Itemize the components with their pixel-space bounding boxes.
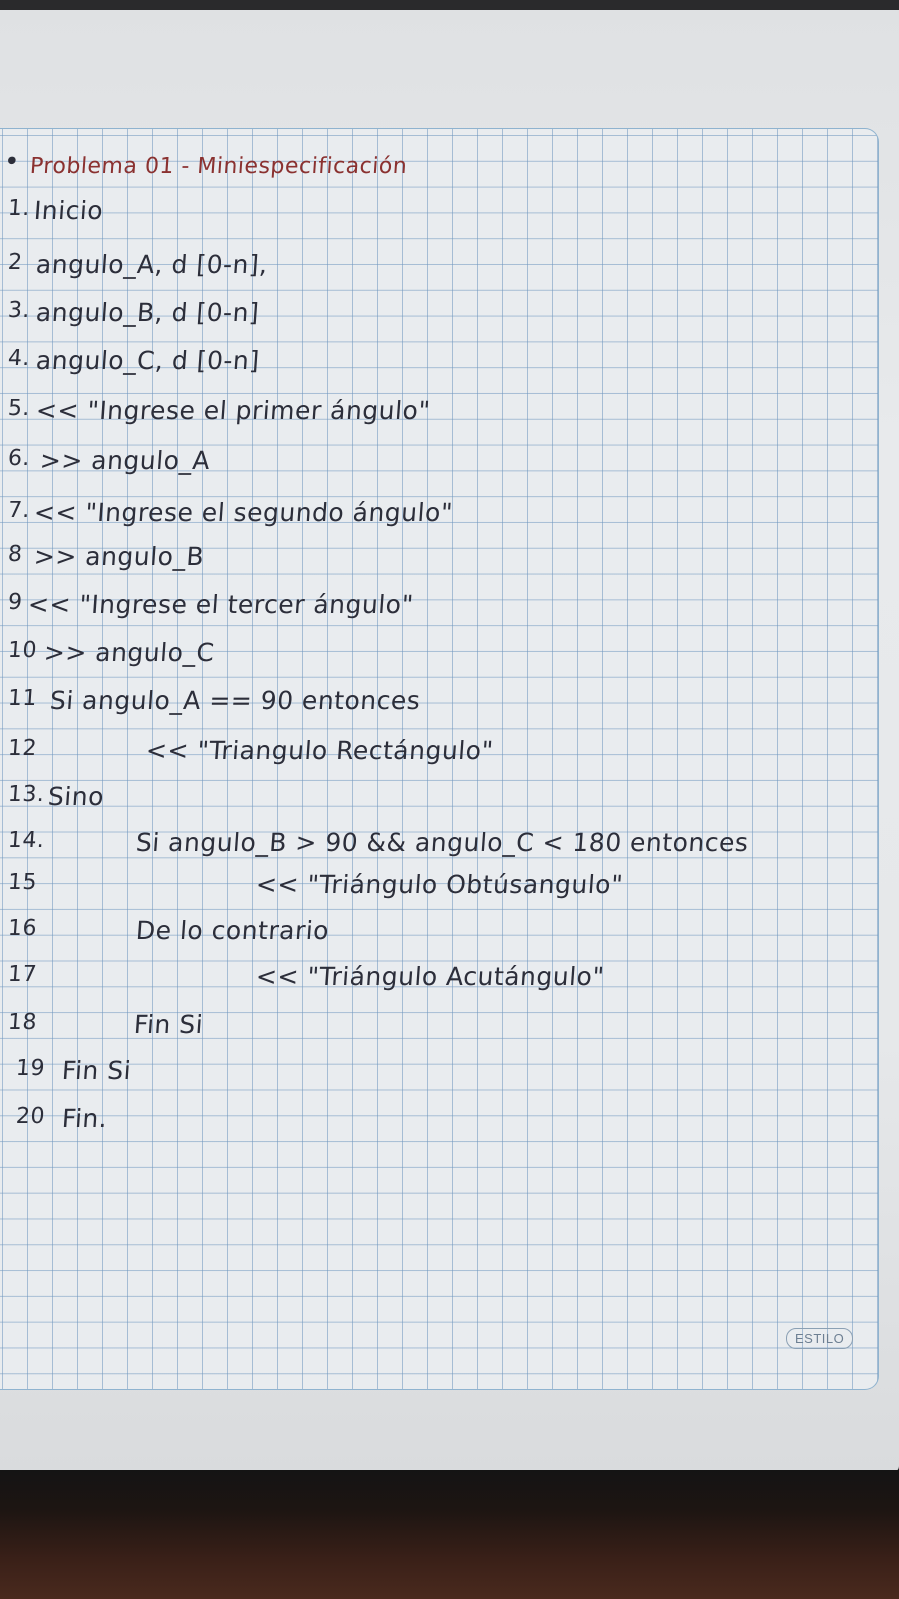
code-line: >> angulo_C (42, 638, 216, 667)
line-number: 8 (7, 542, 24, 567)
code-line: << "Triangulo Rectángulo" (144, 736, 495, 765)
code-line: angulo_A, d [0-n], (34, 250, 269, 279)
code-line: << "Triángulo Acutángulo" (254, 962, 606, 991)
page-title: Problema 01 - Miniespecificación (29, 154, 409, 179)
line-number: 4. (7, 346, 31, 371)
line-number: 2 (7, 250, 24, 275)
code-line: >> angulo_B (32, 542, 206, 571)
code-line: Si angulo_A == 90 entonces (48, 686, 422, 715)
code-line: Fin. (60, 1104, 109, 1133)
table-surface (0, 1470, 899, 1599)
line-number: 1. (7, 196, 31, 221)
code-line: De lo contrario (134, 916, 331, 945)
code-line: << "Ingrese el primer ángulo" (34, 396, 432, 425)
code-line: Fin Si (60, 1056, 133, 1085)
line-number: 10 (7, 638, 38, 663)
notebook-page (0, 10, 899, 1472)
code-line: angulo_B, d [0-n] (34, 298, 261, 327)
code-line: Si angulo_B > 90 && angulo_C < 180 entonces (134, 828, 750, 857)
line-number: 16 (7, 916, 38, 941)
line-number: 9 (7, 590, 24, 615)
code-line: Fin Si (132, 1010, 205, 1039)
code-line: angulo_C, d [0-n] (34, 346, 261, 375)
code-line: << "Ingrese el tercer ángulo" (26, 590, 415, 619)
line-number: 12 (7, 736, 38, 761)
code-line: Sino (46, 782, 105, 811)
line-number: 15 (7, 870, 38, 895)
line-number: 6. (7, 446, 31, 471)
line-number: 17 (7, 962, 38, 987)
title-bullet: • (2, 147, 21, 177)
notebook-brand-logo: ESTILO (786, 1328, 853, 1349)
line-number: 5. (7, 396, 31, 421)
code-line: << "Triángulo Obtúsangulo" (254, 870, 625, 899)
line-number: 19 (15, 1056, 46, 1081)
line-number: 13. (7, 782, 46, 807)
line-number: 14. (7, 828, 46, 853)
code-line: Inicio (32, 196, 105, 225)
line-number: 18 (7, 1010, 38, 1035)
code-line: << "Ingrese el segundo ángulo" (32, 498, 454, 527)
code-line: >> angulo_A (38, 446, 212, 475)
line-number: 7. (7, 498, 31, 523)
line-number: 3. (7, 298, 31, 323)
line-number: 11 (7, 686, 38, 711)
line-number: 20 (15, 1104, 46, 1129)
